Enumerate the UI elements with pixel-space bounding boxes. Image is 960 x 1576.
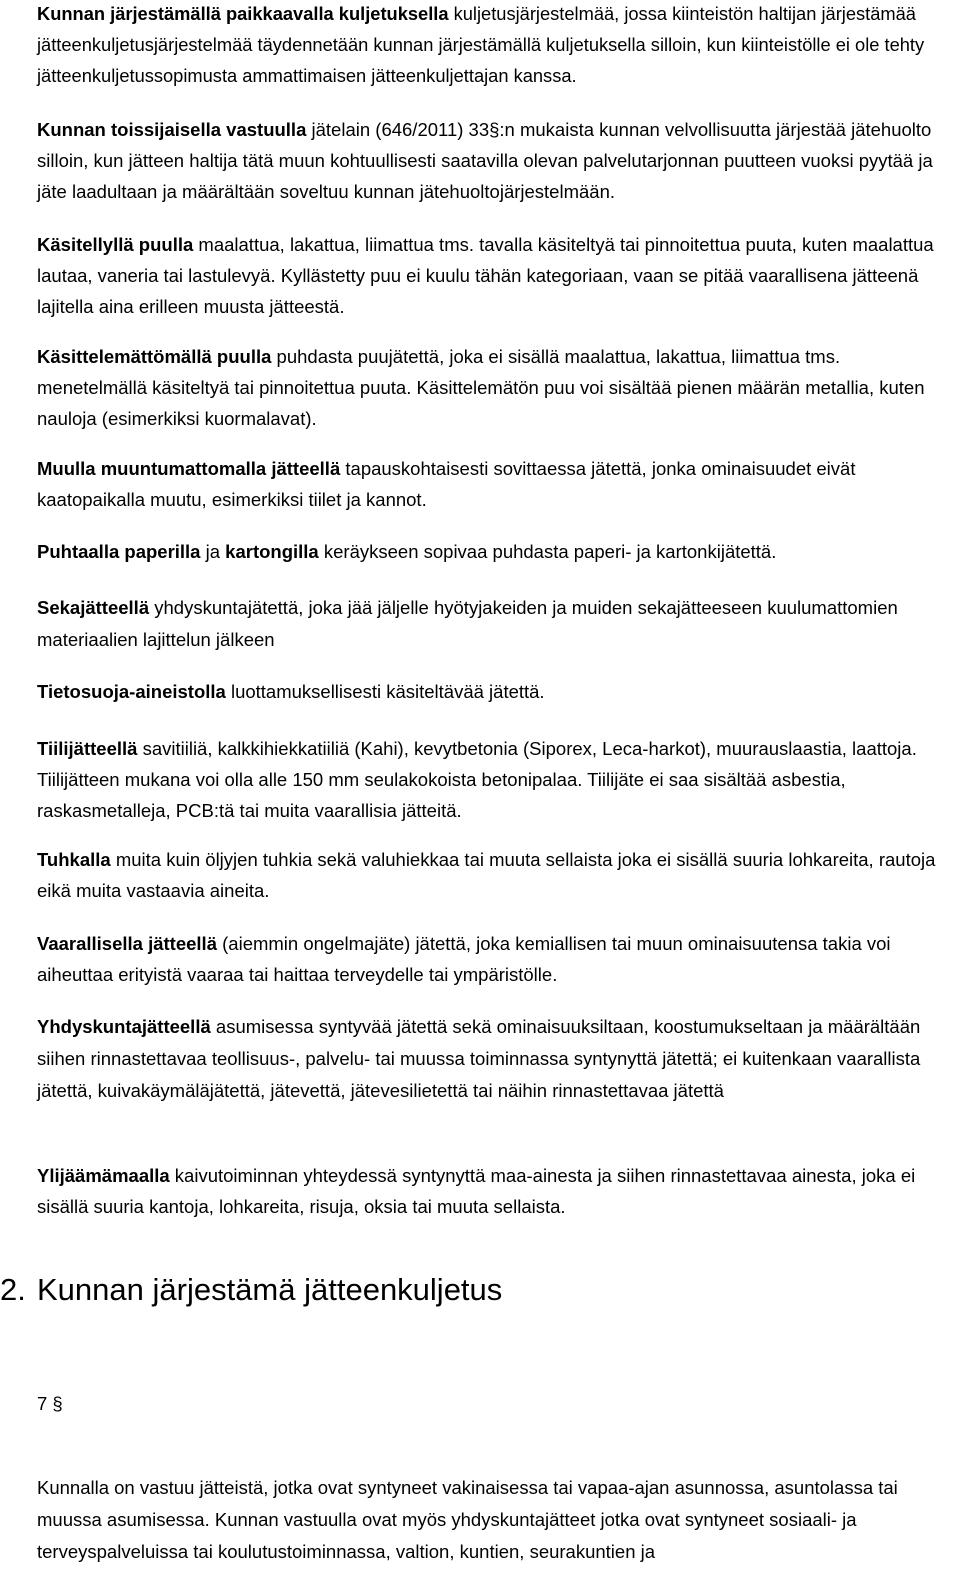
definition-connector: ja [200, 541, 226, 562]
definition-paragraph [37, 453, 955, 515]
definition-text: jätelain (646/2011) 33§:n mukaista kunnan velvollisuutta järjestää jätehuolto silloin, kun jätteen haltija tätä muun kohtuullisesti saatavilla olevan palvelutarjonnan puutteen vuoksi pyytää ja jäte laadultaan ja määrältään soveltuu kunnan jätehuoltojärjestelmään. [37, 119, 933, 202]
definition-paragraph [37, 844, 955, 906]
definition-paragraph [37, 0, 955, 91]
definition-term: Tietosuoja-aineistolla [37, 681, 226, 702]
definition-term-secondary: kartongilla [225, 541, 319, 562]
section-number: 2. [0, 1272, 26, 1307]
definition-text: yhdyskuntajätettä, joka jää jäljelle hyötyjakeiden ja muiden sekajätteeseen kuulumattomien materiaalien lajittelun jälkeen [37, 597, 898, 650]
definition-paragraph [37, 1160, 955, 1222]
section-heading [0, 1270, 502, 1310]
definition-paragraph [37, 536, 955, 567]
definition-text: tapauskohtaisesti sovittaessa jätettä, jonka ominaisuudet eivät kaatopaikalla muutu, esimerkiksi tiilet ja kannot. [37, 458, 856, 510]
definition-term: Ylijäämämaalla [37, 1165, 170, 1186]
definition-term: Sekajätteellä [37, 597, 150, 618]
definition-text: asumisessa syntyvää jätettä sekä ominaisuuksiltaan, koostumukseltaan ja määrältään siihen rinnastettavaa teollisuus-, palvelu- tai muussa toiminnassa syntynyttä jätettä; ei kuitenkaan vaarallista jätettä, kuivakäymäläjätettä, jätevettä, jätevesilietettä tai näihin rinnastettavaa jätettä [37, 1016, 921, 1101]
body-paragraph: Kunnalla on vastuu jätteistä, jotka ovat syntyneet vakinaisessa tai vapaa-ajan asunnossa, asuntolassa tai muussa asumisessa. Kunnan vastuulla ovat myös yhdyskuntajätteet jotka ovat syntyneet sosiaali- ja terveyspalveluissa tai koulutustoiminnassa, valtion, kuntien, seurakuntien ja [37, 1477, 898, 1562]
definition-paragraph [37, 592, 955, 656]
definition-term: Muulla muuntumattomalla jätteellä [37, 458, 341, 479]
definition-text: maalattua, lakattua, liimattua tms. tavalla käsiteltyä tai pinnoitettua puuta, kuten maalattua lautaa, vaneria tai lastulevyä. Kyllästetty puu ei kuulu tähän kategoriaan, vaan se pitää vaarallisena jätteenä lajitella aina erilleen muusta jätteestä. [37, 234, 934, 317]
definition-text: kaivutoiminnan yhteydessä syntynyttä maa-ainesta ja siihen rinnastettavaa ainesta, joka ei sisällä suuria kantoja, lohkareita, risuja, oksia tai muuta sellaista. [37, 1165, 916, 1217]
definition-text: (aiemmin ongelmajäte) jätettä, joka kemiallisen tai muun ominaisuutensa takia voi aiheuttaa erityistä vaaraa tai haittaa terveydelle tai ympäristölle. [37, 933, 891, 985]
definition-text: keräykseen sopivaa puhdasta paperi- ja kartonkijätettä. [318, 541, 777, 562]
definition-term: Yhdyskuntajätteellä [37, 1016, 211, 1037]
definition-term: Käsitellyllä puulla [37, 234, 194, 255]
definition-term: Kunnan järjestämällä paikkaavalla kuljetuksella [37, 3, 449, 24]
definition-paragraph [37, 341, 955, 434]
definition-text: kuljetusjärjestelmää, jossa kiinteistön haltijan järjestämää jätteenkuljetusjärjestelmää täydennetään kunnan järjestämällä kuljetuksella silloin, kun kiinteistölle ei ole tehty jätteenkuljetussopimusta ammattimaisen jätteenkuljettajan kanssa. [37, 3, 925, 86]
definition-text: savitiiliä, kalkkihiekkatiiliä (Kahi), kevytbetonia (Siporex, Leca-harkot), muurauslaastia, laattoja. Tiilijätteen mukana voi olla alle 150 mm seulakokoista betonipalaa. Tiilijäte ei saa sisältää asbestia, raskasmetalleja, PCB:tä tai muita vaarallisia jätteitä. [37, 738, 917, 821]
definition-term: Vaarallisella jätteellä [37, 933, 217, 954]
definition-term: Tuhkalla [37, 849, 111, 870]
definition-paragraph [37, 676, 955, 707]
definition-term: Tiilijätteellä [37, 738, 138, 759]
definition-text: puhdasta puujätettä, joka ei sisällä maalattua, lakattua, liimattua tms. menetelmällä käsiteltyä tai pinnoitettua puuta. Käsittelemätön puu voi sisältää pienen määrän metallia, kuten nauloja (esimerkiksi kuormalavat). [37, 346, 925, 429]
definition-text: luottamuksellisesti käsiteltävää jätettä. [225, 681, 545, 702]
section-paragraph-mark: 7 § [37, 1393, 63, 1414]
section-title: Kunnan järjestämä jätteenkuljetus [37, 1272, 503, 1307]
definition-paragraph [37, 733, 955, 826]
definition-paragraph [37, 229, 955, 322]
definition-term: Käsittelemättömällä puulla [37, 346, 272, 367]
definition-paragraph [37, 114, 955, 207]
definition-paragraph [37, 1011, 955, 1107]
definition-term: Kunnan toissijaisella vastuulla [37, 119, 307, 140]
definition-text: muita kuin öljyjen tuhkia sekä valuhiekkaa tai muuta sellaista joka ei sisällä suuria lohkareita, rautoja eikä muita vastaavia aineita. [37, 849, 936, 901]
definition-term: Puhtaalla paperilla [37, 541, 201, 562]
definition-paragraph [37, 928, 955, 990]
